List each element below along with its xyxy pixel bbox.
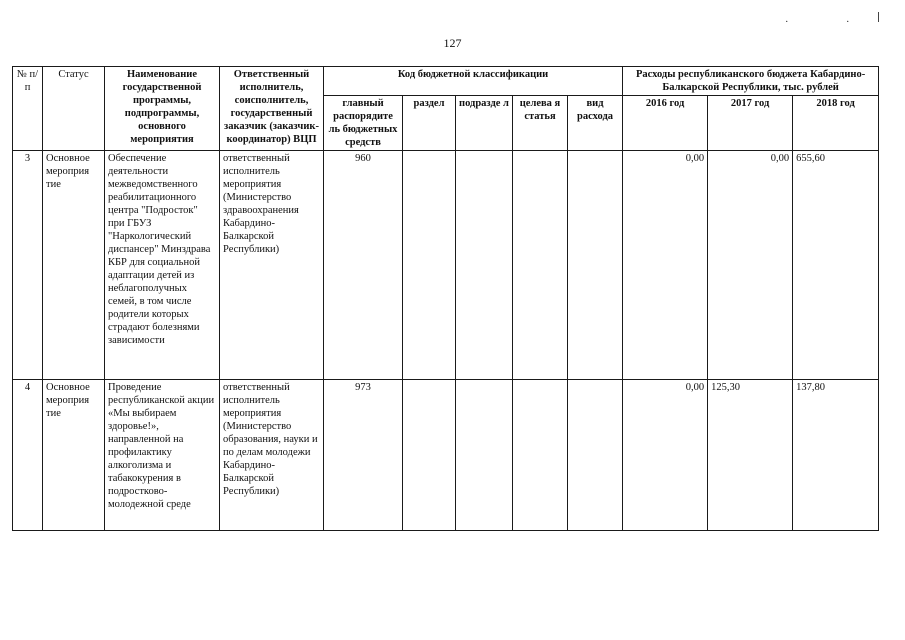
row-2017: 0,00 [708,151,793,380]
row-subsection [456,151,513,380]
header-grbs: главный распорядите ль бюджетных средств [324,96,403,151]
row-status: Основное мероприя тие [43,380,105,531]
row-number: 4 [13,380,43,531]
row-expense-type [568,151,623,380]
header-executor: Ответственный исполнитель, соисполнитель, государственный заказчик (заказчик-координатор) ВЦП [220,67,324,151]
row-expense-type [568,380,623,531]
row-target [513,380,568,531]
header-no: № п/п [13,67,43,151]
row-name: Обеспечение деятельности межведомственного реабилитационного центра "Подросток" при ГБУЗ "Наркологический диспансер" Минздрава КБР для социальной адаптации детей из неблагополучных семей, в том числе родители которых страдают болезнями зависимости [105,151,220,380]
row-status: Основное мероприя тие [43,151,105,380]
header-name: Наименование государственной программы, подпрограммы, основного мероприятия [105,67,220,151]
scan-edge-tick [878,12,879,22]
header-row [13,67,879,96]
header-expense-type: вид расхода [568,96,623,151]
row-grbs: 973 [324,380,403,531]
budget-table [12,66,879,531]
header-subsection: подразде л [456,96,513,151]
scan-marks: . . [785,14,877,25]
header-expenses: Расходы республиканского бюджета Кабардино-Балкарской Республики, тыс. рублей [623,67,879,96]
header-section: раздел [403,96,456,151]
row-executor: ответственный исполнитель мероприятия (Министерство образования, науки и по делам молодежи Кабардино-Балкарской Республики) [220,380,324,531]
row-name: Проведение республиканской акции «Мы выбираем здоровье!», направленной на профилактику алкоголизма и табакокурения в подростково-молодежной среде [105,380,220,531]
page-number: 127 [443,36,462,50]
header-2016: 2016 год [623,96,708,151]
row-grbs: 960 [324,151,403,380]
row-2017: 125,30 [708,380,793,531]
row-target [513,151,568,380]
header-budget-code: Код бюджетной классификации [324,67,623,96]
row-section [403,380,456,531]
row-2016: 0,00 [623,151,708,380]
header-status: Статус [43,67,105,151]
row-number: 3 [13,151,43,380]
row-section [403,151,456,380]
row-2016: 0,00 [623,380,708,531]
table-row [13,151,879,380]
header-2018: 2018 год [793,96,879,151]
row-2018: 137,80 [793,380,879,531]
table-row [13,380,879,531]
header-2017: 2017 год [708,96,793,151]
row-subsection [456,380,513,531]
row-2018: 655,60 [793,151,879,380]
row-executor: ответственный исполнитель мероприятия (Министерство здравоохранения Кабардино-Балкарской Республики) [220,151,324,380]
header-target: целева я статья [513,96,568,151]
